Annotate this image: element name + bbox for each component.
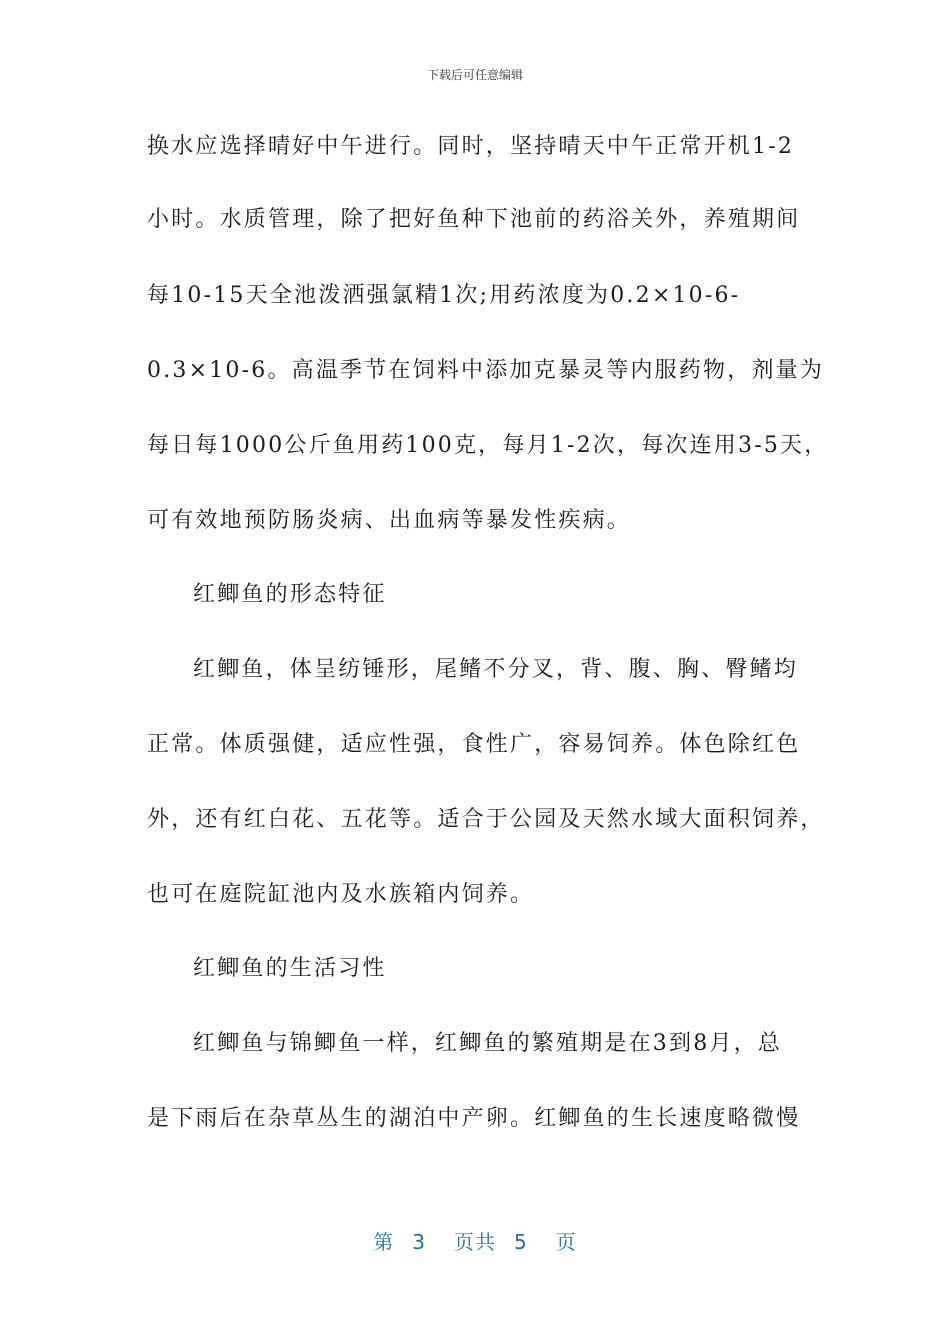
section-heading: 红鲫鱼的生活习性 [193,956,387,981]
header-note: 下载后可任意编辑 [426,68,523,82]
body-line: 是下雨后在杂草丛生的湖泊中产卵。红鲫鱼的生长速度略微慢 [147,1106,801,1131]
body-line: 红鲫鱼与锦鲫鱼一样，红鲫鱼的繁殖期是在3到8月，总 [193,1031,782,1056]
body-line: 也可在庭院缸池内及水族箱内饲养。 [147,882,535,907]
total-pages-number: 5 [514,1230,528,1254]
body-line: 每10-15天全池泼洒强氯精1次;用药浓度为0.2×10-6- [147,283,741,308]
page-label-mid: 页共 [454,1230,496,1254]
body-line: 小时。水质管理，除了把好鱼种下池前的药浴关外，养殖期间 [147,207,801,232]
body-line: 红鲫鱼，体呈纺锤形，尾鳍不分叉，背、腹、胸、臀鳍均 [193,657,799,682]
body-line: 正常。体质强健，适应性强，食性广，容易饲养。体色除红色 [147,732,801,757]
body-line: 换水应选择晴好中午进行。同时，坚持晴天中午正常开机1-2 [147,134,795,159]
body-line: 0.3×10-6。高温季节在饲料中添加克暴灵等内服药物，剂量为 [147,358,825,383]
page-label-suffix: 页 [555,1230,577,1254]
section-heading: 红鲫鱼的形态特征 [193,582,387,607]
page-label-prefix: 第 [373,1230,395,1254]
body-line: 可有效地预防肠炎病、出血病等暴发性疾病。 [147,508,632,533]
page-footer [0,1226,950,1255]
body-line: 外，还有红白花、五花等。适合于公园及天然水域大面积饲养， [147,807,825,832]
current-page-number: 3 [412,1230,426,1254]
body-line: 每日每1000公斤鱼用药100克，每月1-2次，每次连用3-5天， [147,433,829,458]
